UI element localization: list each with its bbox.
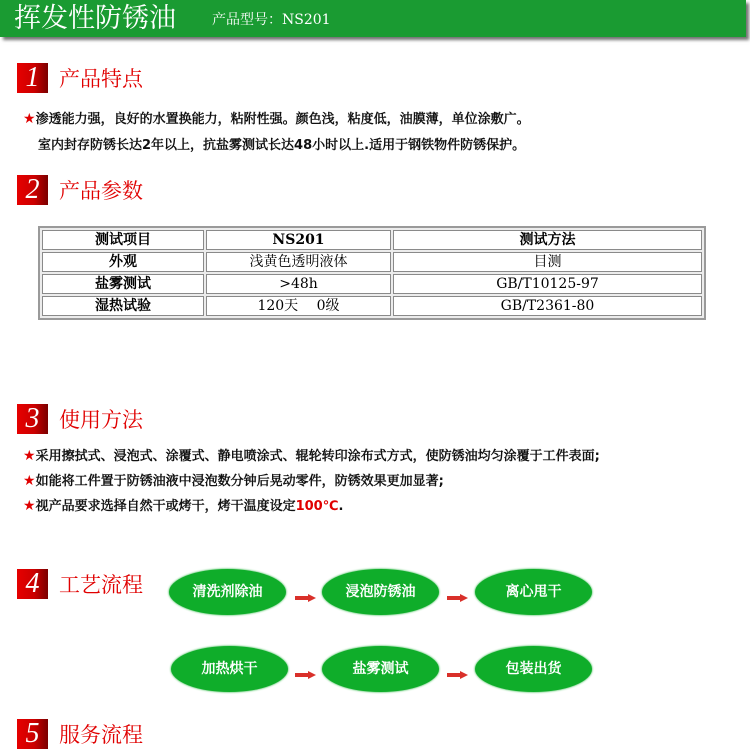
section-number-badge: 3 (17, 404, 48, 434)
table-header-row (42, 230, 702, 250)
header-cell: NS201 (206, 230, 391, 250)
table-cell: GB/T10125-97 (393, 274, 702, 294)
section-title: 使用方法 (59, 408, 143, 432)
usage-item-3 (23, 497, 343, 516)
process-step-spin-dry: 离心甩干 (475, 569, 592, 615)
section-number-badge: 1 (17, 63, 48, 93)
section-number-badge: 5 (17, 719, 48, 749)
usage-text-suffix: . (338, 499, 344, 514)
process-step-salt-spray: 盐雾测试 (322, 646, 439, 692)
table-cell: 盐雾测试 (42, 274, 204, 294)
table-cell: 120天 0级 (206, 296, 391, 316)
section-title: 产品参数 (59, 179, 143, 203)
star-icon: ★ (23, 498, 36, 514)
feature-line-2 (38, 137, 525, 155)
usage-text: 如能将工件置于防锈油液中浸泡数分钟后晃动零件，防锈效果更加显著; (35, 474, 444, 489)
feature-line-1 (23, 110, 530, 129)
header-cell: 测试方法 (393, 230, 702, 250)
arrow-right-icon (447, 594, 469, 602)
table-row (42, 252, 702, 272)
process-step-pack-ship: 包装出货 (475, 646, 592, 692)
process-step-dip: 浸泡防锈油 (322, 569, 439, 615)
feature-text: 室内封存防锈长达2年以上，抗盐雾测试长达48小时以上.适用于钢铁物件防锈保护。 (38, 138, 526, 153)
feature-text: 渗透能力强，良好的水置换能力，粘附性强。颜色浅，粘度低，油膜薄，单位涂敷广。 (35, 112, 530, 127)
process-step-heat-dry: 加热烘干 (171, 646, 288, 692)
process-step-degrease: 清洗剂除油 (169, 569, 286, 615)
usage-item-1 (23, 447, 600, 466)
table-cell: 浅黄色透明液体 (206, 252, 391, 272)
table-row (42, 296, 702, 316)
product-model: 产品型号：NS201 (212, 12, 331, 28)
product-title: 挥发性防锈油 (14, 3, 176, 34)
table-cell: 目测 (393, 252, 702, 272)
arrow-right-icon (295, 671, 317, 679)
star-icon: ★ (23, 111, 36, 127)
table-cell: GB/T2361-80 (393, 296, 702, 316)
table-row (42, 274, 702, 294)
section-number-badge: 4 (17, 569, 48, 599)
arrow-right-icon (295, 594, 317, 602)
star-icon: ★ (23, 448, 36, 464)
table-cell: >48h (206, 274, 391, 294)
section-number-badge: 2 (17, 175, 48, 205)
usage-text: 视产品要求选择自然干或烤干，烤干温度设定 (35, 499, 296, 514)
table-cell: 外观 (42, 252, 204, 272)
star-icon: ★ (23, 473, 36, 489)
temperature-highlight: 100℃ (295, 499, 339, 514)
arrow-right-icon (447, 671, 469, 679)
section-title: 产品特点 (59, 67, 143, 91)
table-cell: 湿热试验 (42, 296, 204, 316)
params-table (38, 226, 706, 320)
section-title: 工艺流程 (59, 573, 143, 597)
page-header (0, 0, 746, 37)
usage-item-2 (23, 472, 444, 491)
header-cell: 测试项目 (42, 230, 204, 250)
section-title: 服务流程 (59, 723, 143, 747)
usage-text: 采用擦拭式、浸泡式、涂覆式、静电喷涂式、辊轮转印涂布式方式，使防锈油均匀涂覆于工件表面; (35, 449, 600, 464)
